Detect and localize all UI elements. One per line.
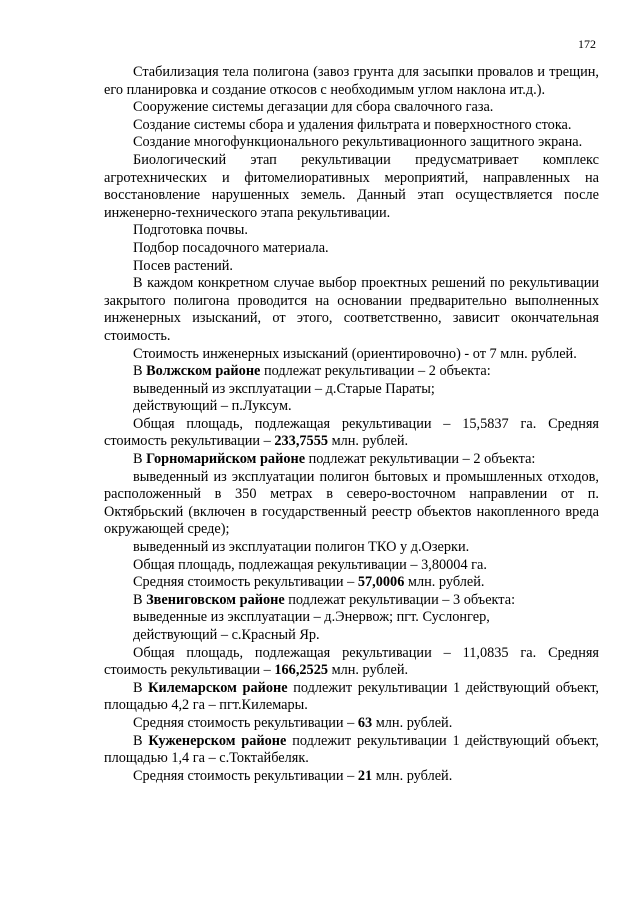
list-item: действующий – п.Луксум. xyxy=(133,398,292,415)
paragraph: В каждом конкретном случае выбор проектных решений по рекультивации закрытого полигона проводится на основании предварительно выполненных инженерных изысканий, от этого, соответственно, зависит окончательная стоимость. xyxy=(104,275,599,344)
paragraph: Общая площадь, подлежащая рекультивации – 3,80004 га. xyxy=(133,556,487,573)
paragraph xyxy=(104,574,599,592)
paragraph xyxy=(104,715,599,733)
text-run: В xyxy=(133,363,147,380)
page-number: 172 xyxy=(578,37,596,51)
paragraph: Создание системы сбора и удаления фильтрата и поверхностного стока. xyxy=(133,116,572,133)
paragraph: Биологический этап рекультивации предусматривает комплекс агротехнических и фитомелиоративных мероприятий, направленных на восстановление нарушенных земель. Данный этап осуществляется после инженерно-технического этапа рекультивации. xyxy=(104,151,599,221)
text-run: подлежат рекультивации – 2 объекта: xyxy=(260,363,491,380)
paragraph: Создание многофункционального рекультивационного защитного экрана. xyxy=(133,134,583,151)
list-item: выведенный из эксплуатации полигон ТКО у д.Озерки. xyxy=(133,539,470,556)
text-run: подлежат рекультивации – 2 объекта: xyxy=(305,451,536,468)
text-run: В xyxy=(133,591,147,608)
paragraph xyxy=(104,645,599,680)
cost-value: 166,2525 xyxy=(274,662,328,679)
paragraph: Стоимость инженерных изысканий (ориентировочно) - от 7 млн. рублей. xyxy=(133,345,577,362)
list-item: Подбор посадочного материала. xyxy=(133,239,329,256)
text-run: Средняя стоимость рекультивации – xyxy=(133,714,358,731)
text-run: млн. рублей. xyxy=(328,662,409,679)
district-name: Килемарском районе xyxy=(148,679,288,696)
text-run: подлежит рекультивации 1 действующий объект, площадью 4,2 га – пгт.Килемары. xyxy=(104,679,599,714)
text-run: Средняя стоимость рекультивации – xyxy=(133,574,358,591)
paragraph: Сооружение системы дегазации для сбора свалочного газа. xyxy=(133,99,494,116)
list-item: Посев растений. xyxy=(133,257,233,274)
text-run: млн. рублей. xyxy=(372,767,453,784)
text-run: млн. рублей. xyxy=(328,433,409,450)
district-heading-kuzhenersky xyxy=(104,733,599,768)
text-run: В xyxy=(133,451,147,468)
district-heading-gornomariysky xyxy=(104,451,599,469)
text-run: В xyxy=(133,732,149,749)
district-heading-zvenigovsky xyxy=(104,592,599,610)
district-name: Горномарийском районе xyxy=(146,451,306,468)
district-heading-kilemarsky xyxy=(104,680,599,715)
cost-value: 233,7555 xyxy=(274,433,328,450)
cost-value: 21 xyxy=(357,767,373,784)
text-run: Общая площадь, подлежащая рекультивации – 15,5837 га. Средняя стоимость рекультивации – xyxy=(104,415,599,450)
text-run: млн. рублей. xyxy=(404,574,485,591)
district-heading-volzhsky xyxy=(104,363,599,381)
cost-value: 63 xyxy=(357,714,373,731)
paragraph xyxy=(104,416,599,451)
text-run: Общая площадь, подлежащая рекультивации – 11,0835 га. Средняя стоимость рекультивации – xyxy=(104,644,599,679)
text-run: подлежат рекультивации – 3 объекта: xyxy=(284,591,516,608)
list-item: Подготовка почвы. xyxy=(133,222,248,239)
cost-value: 57,0006 xyxy=(357,574,405,591)
district-name: Куженерском районе xyxy=(148,732,287,749)
text-run: млн. рублей. xyxy=(372,714,453,731)
list-item: выведенный из эксплуатации полигон бытовых и промышленных отходов, расположенный в 350 метрах в северо-восточном направлении от п. Октябрьский (включен в государственный реестр объектов накопленного вреда окружающей среде); xyxy=(104,468,599,538)
district-name: Волжском районе xyxy=(146,363,261,380)
text-run: подлежит рекультивации 1 действующий объект, площадью 1,4 га – с.Токтайбеляк. xyxy=(104,732,599,767)
list-item: выведенные из эксплуатации – д.Энервож; пгт. Суслонгер, xyxy=(133,609,490,626)
paragraph: Стабилизация тела полигона (завоз грунта для засыпки провалов и трещин, его планировка и создание откосов с необходимым углом наклона ит.д.). xyxy=(104,64,599,98)
list-item: выведенный из эксплуатации – д.Старые Параты; xyxy=(133,380,435,397)
district-name: Звениговском районе xyxy=(146,591,285,608)
paragraph xyxy=(104,768,599,786)
list-item: действующий – с.Красный Яр. xyxy=(133,627,320,643)
document-body xyxy=(104,64,599,785)
text-run: Средняя стоимость рекультивации – xyxy=(133,767,358,784)
text-run: В xyxy=(133,679,149,696)
